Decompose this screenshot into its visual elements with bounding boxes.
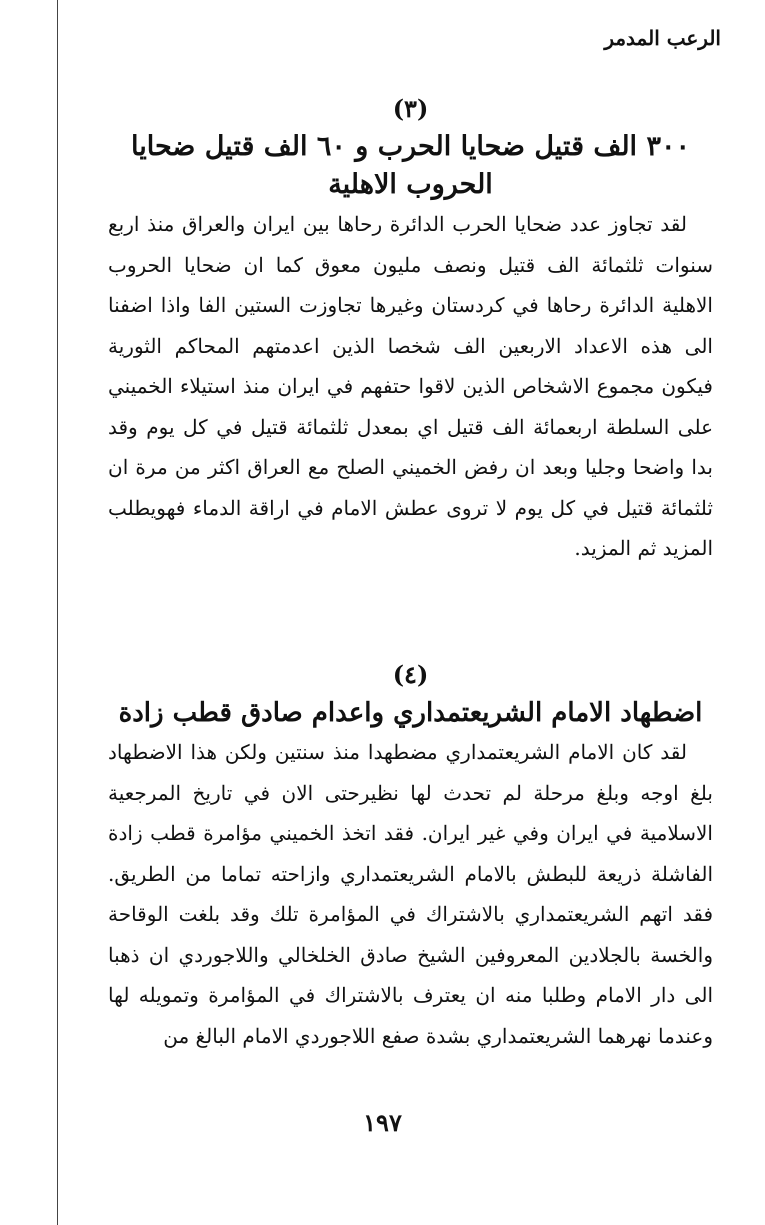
section-4: [108, 656, 713, 1056]
section-3: [108, 90, 713, 569]
section-paragraph: لقد كان الامام الشريعتمداري مضطهدا منذ سنتين ولكن هذا الاضطهاد بلغ اوجه وبلغ مرحلة لم تحدث لها نظيرحتى الان في تاريخ المرجعية الاسلامية في ايران وفي غير ايران. فقد اتخذ الخميني مؤامرة قطب زادة الفاشلة ذريعة للبطش بالامام الشريعتمداري وازاحته تماما من الطريق. فقد اتهم الشريعتمداري بالاشتراك في المؤامرة تلك وقد بلغت الوقاحة والخسة بالجلادين المعروفين الشيخ صادق الخلخالي واللاجوردي ان ذهبا الى دار الامام وطلبا منه ان يعترف بالاشتراك في المؤامرة وتمويله لها وعندما نهرهما الشريعتمداري بشدة صفع اللاجوردي الامام البالغ من: [108, 740, 713, 1048]
section-title: ٣٠٠ الف قتيل ضحايا الحرب و ٦٠ الف قتيل ضحايا الحروب الاهلية: [131, 131, 690, 200]
section-title: اضطهاد الامام الشريعتمداري واعدام صادق قطب زادة: [118, 698, 703, 728]
page-margin-line: [57, 0, 58, 1225]
running-head: الرعب المدمر: [604, 26, 721, 50]
section-number: (٤): [392, 660, 429, 689]
section-number: (٣): [392, 94, 429, 123]
section-paragraph: لقد تجاوز عدد ضحايا الحرب الدائرة رحاها بين ايران والعراق منذ اربع سنوات ثلثمائة الف قتيل ونصف مليون معوق كما ان ضحايا الحروب الاهلية الدائرة رحاها في كردستان وغيرها تجاوزت الستين الفا واذا اضفنا الى هذه الاعداد الاربعين الف شخصا الذين اعدمتهم المحاكم الثورية فيكون مجموع الاشخاص الذين لاقوا حتفهم في ايران منذ استيلاء الخميني على السلطة اربعمائة الف قتيل اي بمعدل ثلثمائة قتيل في كل يوم وقد بدا واضحا وجليا وبعد ان رفض الخميني الصلح مع العراق اكثر من مرة ان ثلثمائة قتيل في كل يوم لا تروى عطش الامام في اراقة الدماء فهويطلب المزيد ثم المزيد.: [108, 212, 713, 560]
page-number: ١٩٧: [363, 1108, 402, 1137]
